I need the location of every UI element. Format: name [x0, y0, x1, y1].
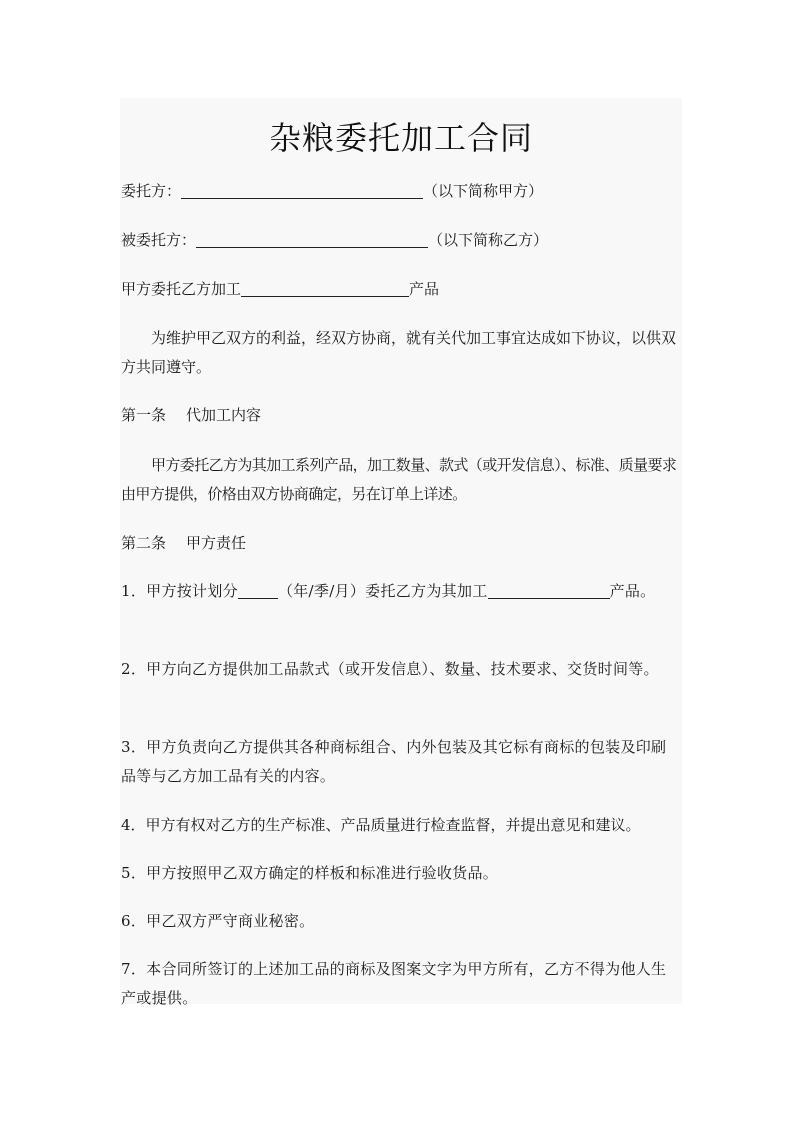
contract-title: 杂粮委托加工合同 — [268, 119, 533, 157]
article-2-item-2: 2．甲方向乙方提供加工品款式（或开发信息）、数量、技术要求、交货时间等。 — [121, 660, 659, 678]
party-b-label: 被委托方： — [121, 231, 197, 249]
article-2-number: 第二条 — [121, 534, 167, 552]
product-line-suffix: 产品 — [409, 280, 440, 298]
article-1-body: 甲方委托乙方为其加工系列产品，加工数量、款式（或开发信息）、标准、质量要求由甲方提供，价格由双方协商确定，另在订单上详述。 — [121, 456, 677, 503]
item-1-part-a: 1．甲方按计划分 — [121, 582, 238, 600]
article-2-item-7: 7．本合同所签订的上述加工品的商标及图案文字为甲方所有，乙方不得为他人生产或提供。 — [121, 960, 667, 1007]
article-1-heading — [121, 401, 261, 429]
party-b-blank — [196, 230, 428, 248]
party-b-suffix: （以下简称乙方） — [428, 231, 549, 249]
party-a-label: 委托方： — [121, 182, 182, 200]
article-2-item-5: 5．甲方按照甲乙双方确定的样板和标准进行验收货品。 — [121, 864, 499, 882]
article-1-title: 代加工内容 — [186, 406, 262, 424]
item-1-part-b: （年/季/月）委托乙方为其加工 — [277, 582, 488, 600]
article-1-number: 第一条 — [121, 406, 167, 424]
item-1-part-c: 产品。 — [609, 582, 656, 600]
party-b-line — [121, 226, 548, 254]
party-a-blank — [181, 181, 423, 199]
product-line-prefix: 甲方委托乙方加工 — [121, 280, 242, 298]
article-2-heading — [121, 529, 246, 557]
product-blank — [241, 279, 409, 297]
preamble-paragraph: 为维护甲乙双方的利益，经双方协商，就有关代加工事宜达成如下协议，以供双方共同遵守。 — [121, 329, 677, 376]
article-2-item-4: 4．甲方有权对乙方的生产标准、产品质量进行检查监督，并提出意见和建议。 — [121, 816, 641, 834]
article-2-item-6: 6．甲乙双方严守商业秘密。 — [121, 912, 315, 930]
item-1-product-blank — [488, 581, 610, 599]
article-2-title: 甲方责任 — [186, 534, 247, 552]
article-2-item-3: 3．甲方负责向乙方提供其各种商标组合、内外包装及其它标有商标的包装及印刷品等与乙方加工品有关的内容。 — [121, 738, 667, 785]
party-a-line — [121, 177, 543, 205]
party-a-suffix: （以下简称甲方） — [423, 182, 544, 200]
item-1-period-blank — [238, 581, 278, 599]
article-2-item-1 — [121, 577, 681, 606]
product-line — [121, 275, 439, 303]
